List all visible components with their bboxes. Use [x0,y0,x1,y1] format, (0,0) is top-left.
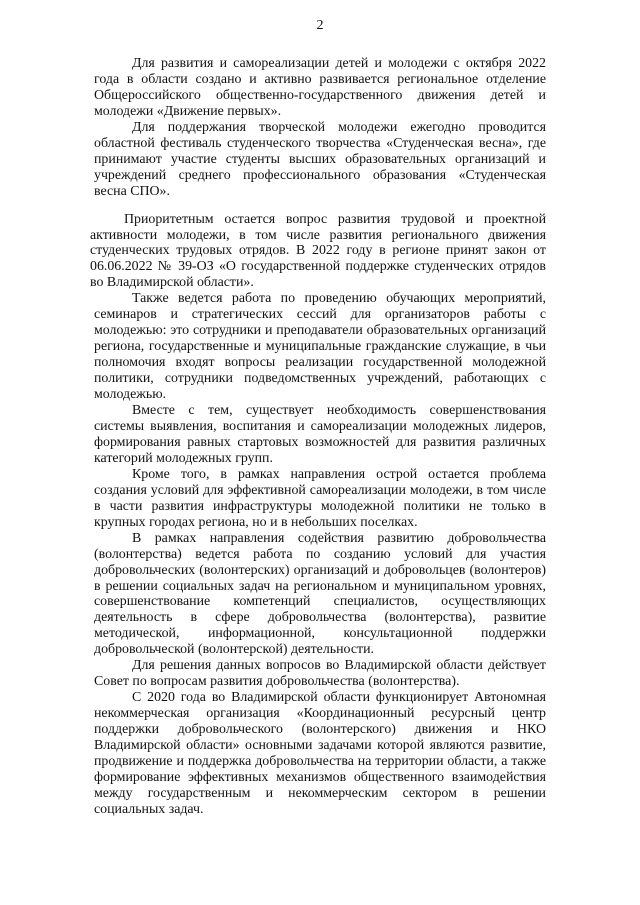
paragraph-student-labor-units: Приоритетным остается вопрос развития трудовой и проектной активности молодежи, в том числе развития регионального движения студенческих трудовых отрядов. В 2022 году в регионе принят закон от 06.06.2022 № 39-ОЗ «О государственной поддержке студенческих отрядов во Владимирской области». [90,211,546,291]
document-body [90,56,546,818]
paragraph-student-spring: Для поддержания творческой молодежи ежегодно проводится областной фестиваль студенческого творчества «Студенческая весна», где принимают участие студенты высших образовательных организаций и учреждений среднего профессионального образования «Студенческая весна СПО». [94,119,546,199]
paragraph-volunteering: В рамках направления содействия развитию добровольчества (волонтерства) ведется работа по созданию условий для участия добровольческих (волонтерских) организаций и добровольцев (волонтеров) в решении социальных задач на региональном и муниципальном уровнях, совершенствование компетенций специалистов, осуществляющих деятельность в сфере добровольчества (волонтерства), развитие методической, информационной, консультационной поддержки добровольческой (волонтерской) деятельности. [94,530,546,658]
paragraph-youth-leaders: Вместе с тем, существует необходимость совершенствования системы выявления, воспитания и самореализации молодежных лидеров, формирования равных стартовых возможностей для развития различных категорий молодежных групп. [94,403,546,466]
paragraph-volunteering-council: Для решения данных вопросов во Владимирской области действует Совет по вопросам развития добровольчества (волонтерства). [94,658,546,690]
paragraph-training-events: Также ведется работа по проведению обучающих мероприятий, семинаров и стратегических сессий для организаторов работы с молодежью: это сотрудники и преподаватели образовательных организаций региона, государственные и муниципальные гражданские служащие, в чьи полномочия входят вопросы реализации государственной молодежной политики, сотрудники подведомственных учреждений, работающих с молодежью. [94,291,546,403]
page-number: 2 [316,18,324,33]
paragraph-movement-of-firsts: Для развития и самореализации детей и молодежи с октября 2022 года в области создано и активно развивается региональное отделение Общероссийского общественно-государственного движения детей и молодежи «Движение первых». [94,56,546,119]
paragraph-infrastructure: Кроме того, в рамках направления острой остается проблема создания условий для эффективной самореализации молодежи, в том числе в части развития инфраструктуры молодежной политики не только в крупных городах региона, но и в небольших поселках. [94,466,546,530]
paragraph-resource-center: С 2020 года во Владимирской области функционирует Автономная некоммерческая организация «Координационный ресурсный центр поддержки добровольческого (волонтерского) движения и НКО Владимирской области» основными задачами которой являются развитие, продвижение и поддержка добровольчества на территории области, а также формирование эффективных механизмов общественного взаимодействия между государственным и некоммерческим сектором в решении социальных задач. [94,690,546,817]
